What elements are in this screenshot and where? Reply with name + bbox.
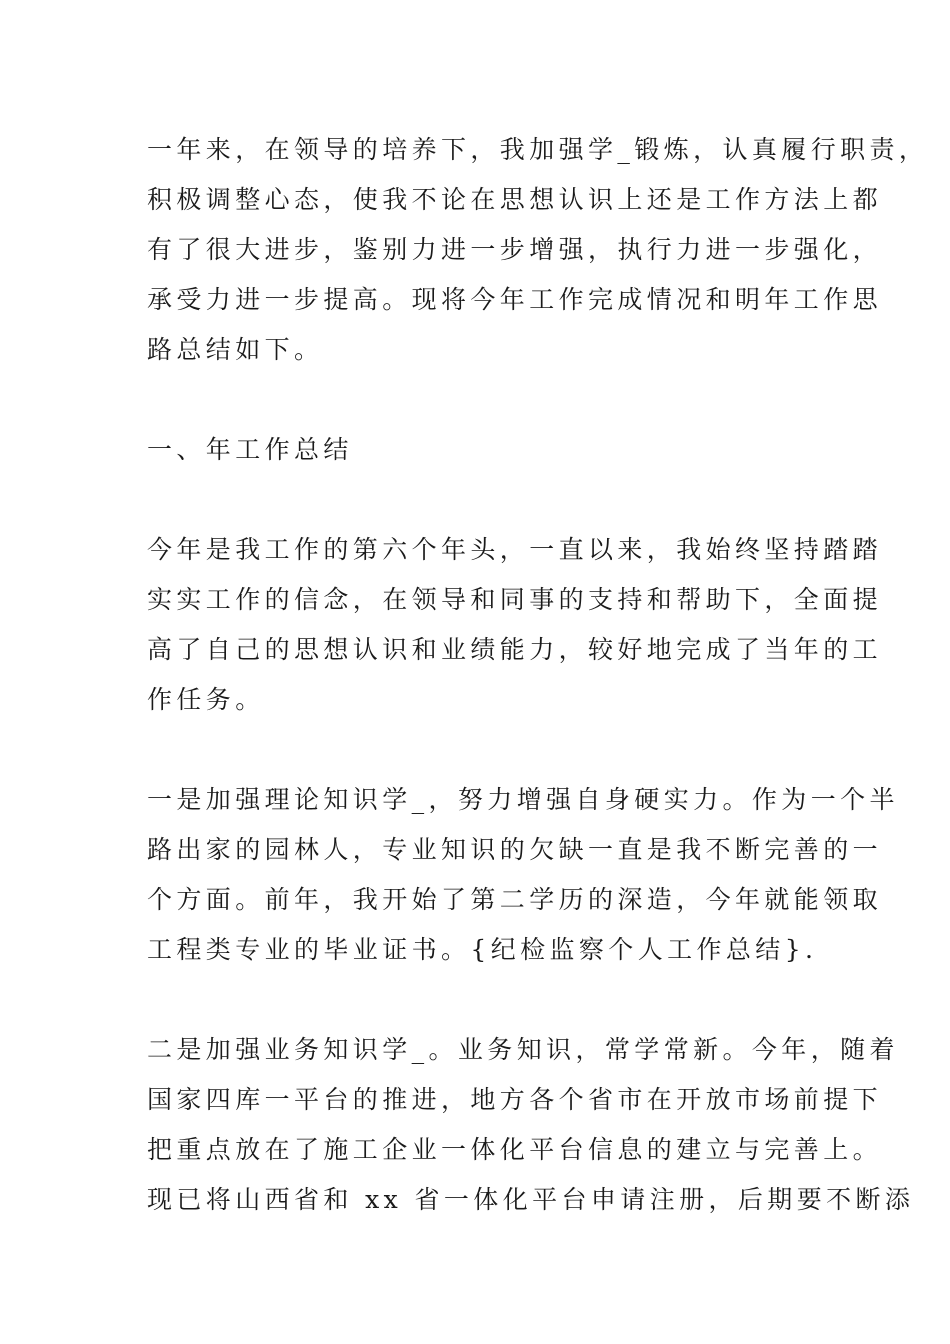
paragraph-line: 工程类专业的毕业证书。{纪检监察个人工作总结}. — [147, 935, 818, 964]
paragraph-line: 把重点放在了施工企业一体化平台信息的建立与完善上。 — [147, 1135, 883, 1164]
paragraph-line: 路总结如下。 — [147, 335, 324, 364]
paragraph-line: 积极调整心态，使我不论在思想认识上还是工作方法上都 — [147, 185, 883, 214]
paragraph-line: 作任务。 — [147, 685, 265, 714]
paragraph-line: 一年来，在领导的培养下，我加强学_锻炼，认真履行职责， — [147, 135, 929, 164]
paragraph-line: 路出家的园林人，专业知识的欠缺一直是我不断完善的一 — [147, 835, 883, 864]
paragraph-line: 个方面。前年，我开始了第二学历的深造，今年就能领取 — [147, 885, 883, 914]
paragraph-line: 今年是我工作的第六个年头，一直以来，我始终坚持踏踏 — [147, 535, 883, 564]
paragraph-line: 有了很大进步，鉴别力进一步增强，执行力进一步强化， — [147, 235, 883, 264]
paragraph-line: 高了自己的思想认识和业绩能力，较好地完成了当年的工 — [147, 635, 883, 664]
paragraph-line: 现已将山西省和 xx 省一体化平台申请注册，后期要不断添 — [147, 1185, 915, 1214]
paragraph-line: 二是加强业务知识学_。业务知识，常学常新。今年，随着 — [147, 1035, 899, 1064]
paragraph-line: 一是加强理论知识学_，努力增强自身硬实力。作为一个半 — [147, 785, 899, 814]
paragraph-line: 国家四库一平台的推进，地方各个省市在开放市场前提下 — [147, 1085, 883, 1114]
paragraph-line: 承受力进一步提高。现将今年工作完成情况和明年工作思 — [147, 285, 883, 314]
paragraph-line: 实实工作的信念，在领导和同事的支持和帮助下，全面提 — [147, 585, 883, 614]
section-heading: 一、年工作总结 — [147, 435, 353, 464]
